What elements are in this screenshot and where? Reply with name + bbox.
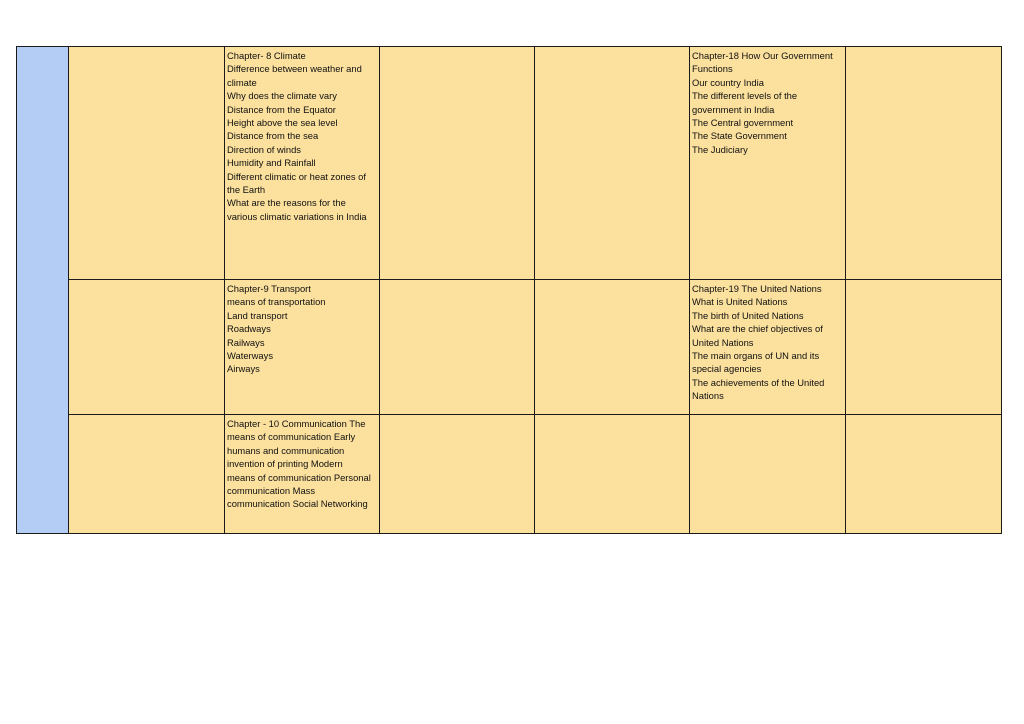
cell-text-line: Different climatic or heat zones of: [227, 170, 366, 182]
cell-text-line: What are the chief objectives of: [692, 323, 823, 335]
cell-text-line: Chapter-9 Transport: [227, 283, 311, 294]
cell-text-line: Chapter - 10 Communication The: [227, 418, 366, 429]
cell-text-line: communication Social Networking: [227, 498, 368, 510]
cell-text-line: Difference between weather and: [227, 63, 362, 75]
cell-text-line: Direction of winds: [227, 143, 301, 155]
cell-text-line: The different levels of the: [692, 90, 798, 102]
table-cell-empty: [69, 415, 225, 534]
syllabus-table: [16, 46, 1002, 534]
table-row: [17, 280, 1002, 415]
cell-text-line: government in India: [692, 103, 775, 115]
table-cell-empty: [535, 280, 690, 415]
table-cell-empty: [846, 47, 1002, 280]
cell-text-line: What are the reasons for the: [227, 197, 346, 209]
cell-text-line: Chapter- 8 Climate: [227, 50, 306, 61]
table-cell-empty: [846, 280, 1002, 415]
cell-text-line: Humidity and Rainfall: [227, 157, 316, 169]
table-cell-empty: [380, 280, 535, 415]
table-cell-empty: [69, 47, 225, 280]
cell-text-line: Height above the sea level: [227, 117, 338, 129]
cell-text-line: United Nations: [692, 336, 754, 348]
table-cell-empty: [69, 280, 225, 415]
cell-text-line: What is United Nations: [692, 296, 788, 308]
cell-text-line: means of communication Personal: [227, 471, 371, 483]
cell-text-line: Chapter-18 How Our Government: [692, 50, 833, 61]
cell-text-line: The Judiciary: [692, 143, 748, 155]
chapter-10-cell: [225, 415, 380, 534]
cell-text-line: Railways: [227, 336, 265, 348]
cell-text-line: The achievements of the United: [692, 376, 825, 388]
cell-text-line: Our country India: [692, 76, 764, 88]
cell-text-line: Land transport: [227, 309, 288, 321]
cell-text-line: climate: [227, 76, 257, 88]
cell-text-line: Distance from the Equator: [227, 103, 336, 115]
cell-text-line: various climatic variations in India: [227, 210, 367, 222]
cell-text-line: means of communication Early: [227, 431, 356, 443]
syllabus-sheet: [16, 46, 1001, 533]
cell-text-line: Airways: [227, 363, 260, 375]
cell-text-line: Waterways: [227, 350, 274, 362]
table-cell-empty: [535, 47, 690, 280]
cell-text-line: The Central government: [692, 117, 794, 129]
cell-text-line: Chapter-19 The United Nations: [692, 283, 822, 294]
cell-text-line: Roadways: [227, 323, 271, 335]
table-cell-empty: [535, 415, 690, 534]
chapter-18-cell: [690, 47, 846, 280]
cell-text-line: invention of printing Modern: [227, 458, 343, 470]
cell-text-line: means of transportation: [227, 296, 326, 308]
table-cell-empty: [380, 415, 535, 534]
chapter-9-cell: [225, 280, 380, 415]
chapter-19-cell: [690, 280, 846, 415]
table-row: [17, 415, 1002, 534]
cell-text-line: Nations: [692, 390, 724, 402]
cell-text-line: The State Government: [692, 130, 787, 142]
cell-text-line: The birth of United Nations: [692, 309, 804, 321]
cell-text-line: Distance from the sea: [227, 130, 319, 142]
table-row: [17, 47, 1002, 280]
chapter-8-cell: [225, 47, 380, 280]
cell-text-line: special agencies: [692, 363, 762, 375]
cell-text-line: communication Mass: [227, 485, 316, 497]
table-cell-empty: [380, 47, 535, 280]
cell-text-line: Why does the climate vary: [227, 90, 337, 102]
cell-text-line: the Earth: [227, 184, 266, 196]
side-color-band: [17, 47, 69, 534]
table-cell-empty: [690, 415, 846, 534]
cell-text-line: Functions: [692, 63, 733, 75]
table-cell-empty: [846, 415, 1002, 534]
cell-text-line: humans and communication: [227, 444, 345, 456]
cell-text-line: The main organs of UN and its: [692, 350, 820, 362]
